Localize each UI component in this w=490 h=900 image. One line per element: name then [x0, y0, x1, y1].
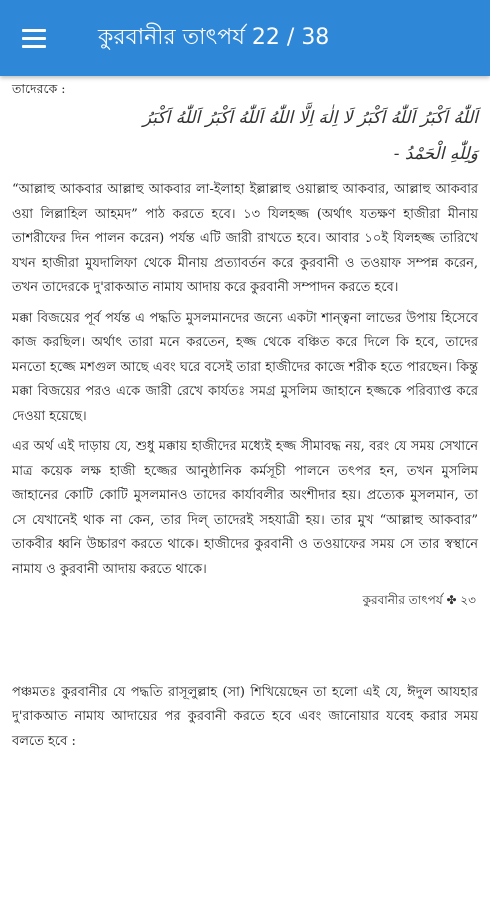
page-total: 38	[301, 25, 330, 50]
page-separator: /	[286, 25, 295, 50]
paragraph-1: “আল্লাহু আকবার আল্লাহু আকবার লা-ইলাহা ইল্লাল্লাহু ওয়াল্লাহু আকবার, আল্লাহু আকবার ওয়া লিল্লাহিল আহমদ” পাঠ করতে হবে। ১৩ যিলহজ্জ (অর্থাৎ যতক্ষণ হাজীরা মীনায় তাশরীফের দিন পালন করেন) পর্যন্ত এটি জারী রাখতে হবে। আবার ১০ই যিলহজ্জ তারিখে যখন হাজীরা মুযদালিফা থেকে মীনায় প্রত্যাবর্তন করে কুরবানী ও তওয়াফ সম্পন্ন করেন, তখন তাদেরকে দু'রাকআত নামায আদায় করে কুরবানী সম্পাদন করতে হবে।	[12, 182, 478, 295]
menu-icon[interactable]	[14, 20, 52, 56]
arabic-line-2: وَلِلّٰهِ الْحَمْدُ -	[393, 144, 478, 164]
paragraph-4: পঞ্চমতঃ কুরবানীর যে পদ্ধতি রাসূলুল্লাহ (সা) শিখিয়েছেন তা হলো এই যে, ঈদুল আযহার দু'রাকআত নামায আদায়ের পর কুরবানী করতে হবে এবং জানোয়ার যবেহ করার সময় বলতে হবে :	[12, 684, 478, 749]
page-title	[98, 22, 329, 54]
arabic-takbir	[12, 100, 478, 172]
page-break	[12, 613, 478, 681]
page-scan	[12, 80, 478, 754]
page-footer: কুরবানীর তাৎপর্য ✤ ২৩	[362, 593, 476, 607]
paragraph-3: এর অর্থ এই দাড়ায় যে, শুধু মক্কায় হাজীদের মধ্যেই হজ্জ সীমাবদ্ধ নয়, বরং যে সময় সেখানে মাত্র কয়েক লক্ষ হাজী হজ্জের আনুষ্ঠানিক কর্মসূচী পালনে তৎপর হন, তখন মুসলিম জাহানের কোটি কোটি মুসলমানও তাদের কার্যাবলীর অংশীদার হয়। প্রত্যেক মুসলমান, তা সে যেখানেই থাক না কেন, তার দিল্ তাদেরই সহযাত্রী হয়। তার মুখ “আল্লাহু আকবার” তাকবীর ধ্বনি উচ্চারণ করতে থাকে। হাজীদের কুরবানী ও তওয়াফের সময় সে তার স্বস্থানে নামায ও কুরবানী আদায় করতে থাকে।	[12, 439, 478, 577]
paragraph-2: মক্কা বিজয়ের পূর্ব পর্যন্ত এ পদ্ধতি মুসলমানদের জন্যে একটা শান্ত্বনা লাভের উপায় হিসেবে কাজ করছিল। অর্থাৎ তারা মনে করতেন, হজ্জ থেকে বঞ্চিত করে দিলে কি হবে, তাদের মনতো হজ্জে মশগুল আছে এবং ঘরে বসেই তারা হাজীদের কাজে শরীক হতে পারছেন। কিন্তু মক্কা বিজয়ের পরও একে জারী রেখে কার্যতঃ সমগ্র মুসলিম জাহানে হজ্জকে পরিব্যাপ্ত করে দেওয়া হয়েছে।	[12, 310, 478, 424]
book-title: কুরবানীর তাৎপর্য	[98, 25, 245, 50]
page-current: 22	[251, 25, 280, 50]
app-bar	[0, 0, 490, 76]
arabic-line-1: اَللّٰهُ اَكْبَرُ اَللّٰهُ اَكْبَرُ لَا اِلٰهَ اِلَّا اللّٰهُ اَللّٰهُ اَكْبَرُ اَللّٰهُ اَكْبَرُ	[142, 108, 478, 128]
lead-text: তাদেরকে :	[12, 81, 66, 96]
